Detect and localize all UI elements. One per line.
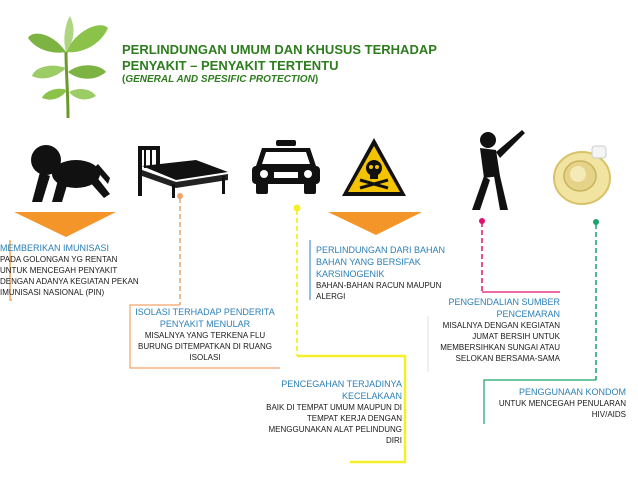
title-line-2: PENYAKIT – PENYAKIT TERTENTU	[122, 58, 339, 73]
skull-hazard-warning-icon	[340, 136, 408, 200]
pencemaran-line-1: MISALNYA DENGAN KEGIATAN	[442, 321, 560, 330]
isolasi-box	[130, 306, 280, 363]
imunisasi-line-2: UNTUK MENCEGAH PENYAKIT	[0, 266, 118, 275]
kecelakaan-line-3: MENGGUNAKAN ALAT PELINDUNG	[268, 425, 402, 434]
karsinogenik-line-2: ALERGI	[316, 292, 346, 301]
isolasi-heading-2: PENYAKIT MENULAR	[159, 319, 251, 329]
kecelakaan-box	[232, 378, 402, 446]
karsinogenik-heading-2: BAHAN YANG BERSIFAK	[316, 257, 421, 267]
kecelakaan-heading-2: KECELAKAAN	[341, 391, 402, 401]
subtitle-italic-text: GENERAL AND SPESIFIC PROTECTION	[125, 74, 315, 85]
imunisasi-line-1: PADA GOLONGAN YG RENTAN	[0, 255, 118, 264]
isolasi-line-2: BURUNG DITEMPATKAN DI RUANG	[138, 342, 272, 351]
isolasi-line-1: MISALNYA YANG TERKENA FLU	[144, 331, 266, 340]
pencemaran-box	[410, 296, 560, 364]
car-icon	[250, 138, 322, 198]
pencemaran-heading-1: PENGENDALIAN SUMBER	[448, 297, 560, 307]
karsinogenik-heading-1: PERLINDUNGAN DARI BAHAN	[316, 245, 446, 255]
kecelakaan-line-2: TEMPAT KERJA DENGAN	[306, 414, 402, 423]
imunisasi-heading: MEMBERIKAN IMUNISASI	[0, 243, 110, 253]
imunisasi-line-3: DENGAN ADANYA KEGIATAN PEKAN	[0, 277, 139, 286]
orange-arrow-left	[14, 212, 116, 237]
karsinogenik-heading-3: KARSINOGENIK	[316, 269, 385, 279]
crawling-baby-icon	[22, 140, 112, 206]
karsinogenik-box	[316, 244, 466, 302]
hospital-bed-icon	[136, 142, 232, 200]
imunisasi-box	[0, 242, 200, 298]
pencemaran-line-2: JUMAT BERSIH UNTUK	[472, 332, 560, 341]
isolasi-line-3: ISOLASI	[189, 353, 221, 362]
subtitle-open-paren: (	[122, 74, 126, 85]
sprout-leaves-icon	[22, 12, 114, 120]
kecelakaan-connector-dot	[294, 205, 301, 212]
kondom-line-2: HIV/AIDS	[591, 410, 626, 419]
kondom-heading: PENGGUNAAN KONDOM	[518, 387, 626, 397]
subtitle-close-paren: )	[314, 74, 319, 85]
imunisasi-line-4: IMUNISASI NASIONAL (PIN)	[0, 288, 105, 297]
cleaning-worker-icon	[466, 126, 528, 212]
kecelakaan-line-4: DIRI	[386, 436, 402, 445]
pencemaran-connector-dot	[479, 218, 485, 224]
kecelakaan-line-1: BAIK DI TEMPAT UMUM MAUPUN DI	[266, 403, 402, 412]
kecelakaan-heading-1: PENCEGAHAN TERJADINYA	[281, 379, 402, 389]
kondom-connector-dot	[593, 219, 599, 225]
kondom-box	[486, 386, 626, 420]
kondom-line-1: UNTUK MENCEGAH PENULARAN	[498, 399, 626, 408]
isolasi-heading-1: ISOLASI TERHADAP PENDERITA	[135, 307, 275, 317]
pencemaran-line-3: MEMBERSIHKAN SUNGAI ATAU	[440, 343, 560, 352]
condom-icon	[548, 140, 618, 210]
orange-arrow-middle	[328, 212, 422, 235]
karsinogenik-line-1: BAHAN-BAHAN RACUN MAUPUN	[316, 281, 442, 290]
pencemaran-heading-2: PENCEMARAN	[496, 309, 560, 319]
pencemaran-line-4: SELOKAN BERSAMA-SAMA	[455, 354, 560, 363]
title-line-1: PERLINDUNGAN UMUM DAN KHUSUS TERHADAP	[122, 42, 437, 57]
subtitle	[122, 74, 318, 85]
